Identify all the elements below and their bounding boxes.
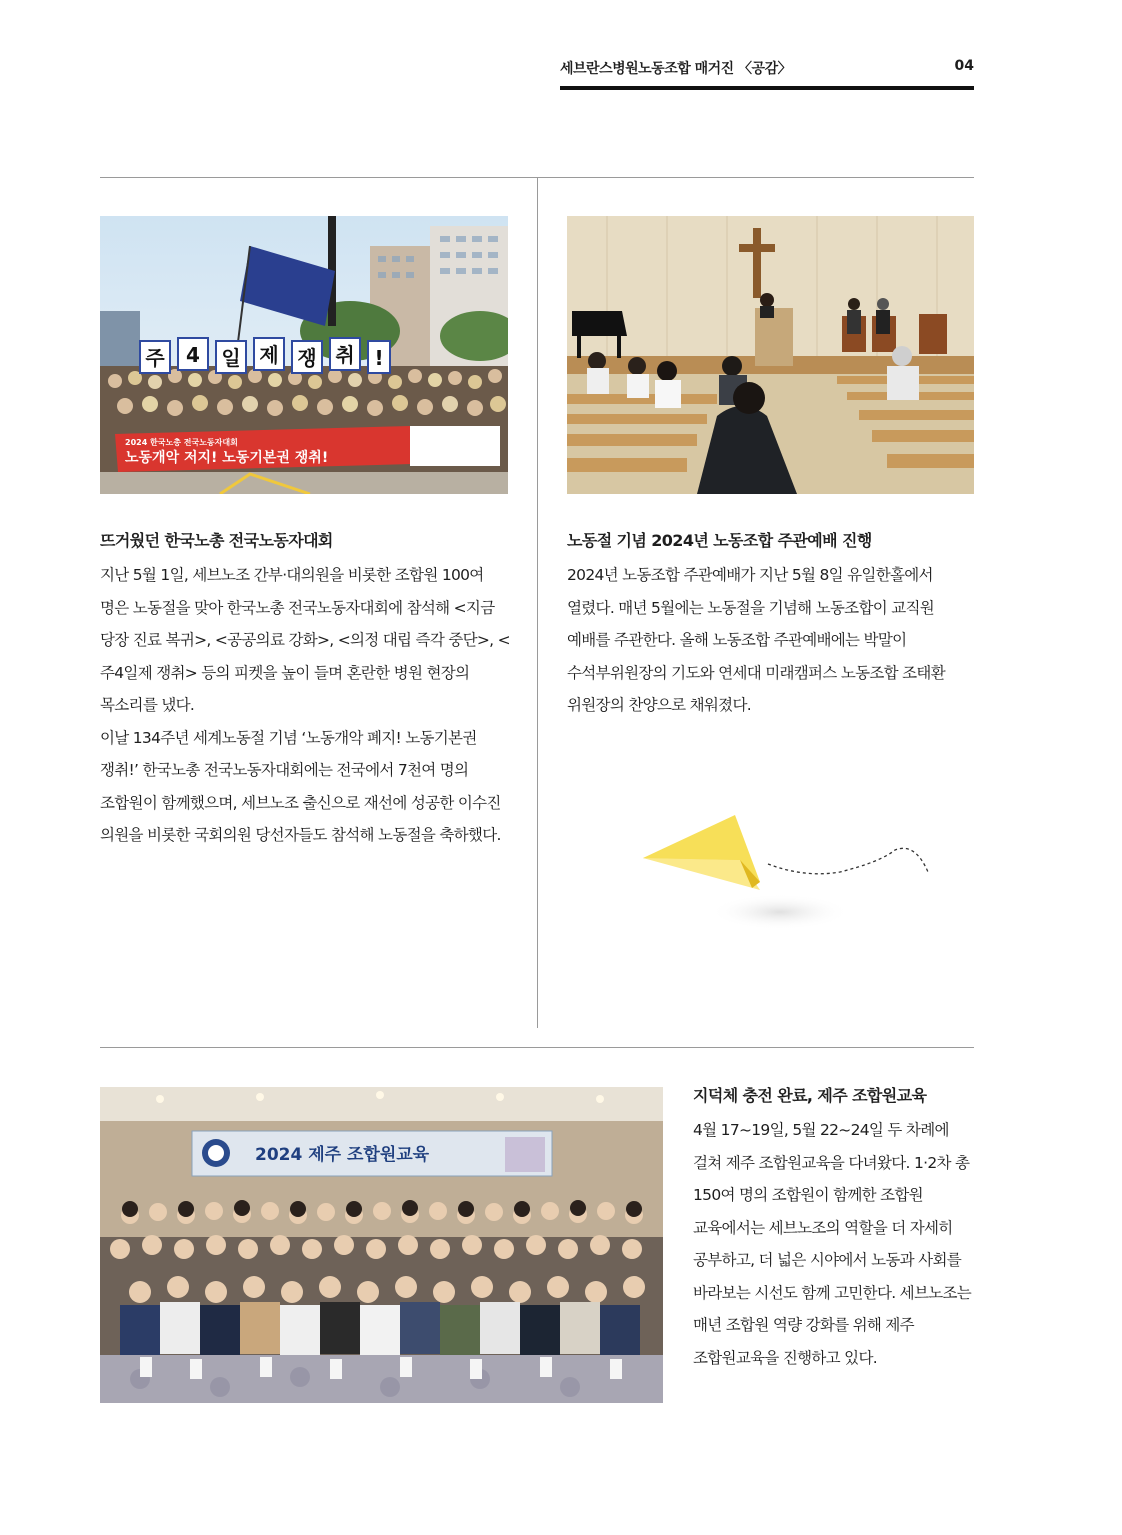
picket-char: 쟁 (297, 346, 317, 370)
rally-photo (100, 216, 508, 494)
page-number: 04 (954, 58, 974, 74)
banner-text: 2024 제주 조합원교육 (255, 1145, 430, 1165)
column-divider (537, 178, 538, 1028)
article-title: 뜨거웠던 한국노총 전국노동자대회 (100, 531, 333, 550)
article-rally (100, 530, 512, 852)
article-worship (567, 530, 979, 722)
paper-plane-icon (640, 810, 940, 940)
article-paragraph: 지난 5월 1일, 세브노조 간부·대의원을 비롯한 조합원 100여 명은 노동절을 맞아 한국노총 전국노동자대회에 참석해 <지금 당장 진료 복귀>, <공공의료 강화>, <의정 대립 즉각 중단>, <주4일제 쟁취> 등의 피켓을 높이 들며 혼란한 병원 현장의 목소리를 냈다. (100, 566, 510, 714)
article-title: 지덕체 충전 완료, 제주 조합원교육 (693, 1086, 927, 1105)
picket-char: 주 (145, 346, 165, 370)
worship-photo (567, 216, 974, 494)
banner-main-text: 노동개악 저지! 노동기본권 쟁취! (125, 450, 329, 466)
article-paragraph: 이날 134주년 세계노동절 기념 ‘노동개악 폐지! 노동기본권 쟁취!’ 한국노총 전국노동자대회에는 전국에서 7천여 명의 조합원이 함께했으며, 세브노조 출신으로 재선에 성공한 이수진 의원을 비롯한 국회의원 당선자들도 참석해 노동절을 축하했다. (100, 728, 501, 844)
jeju-group-photo (100, 1087, 663, 1403)
page-header (560, 56, 974, 90)
banner-top-text: 2024 한국노총 전국노동자대회 (125, 438, 238, 447)
picket-char: 일 (221, 346, 241, 370)
picket-char: 4 (186, 343, 200, 367)
article-paragraph: 4월 17~19일, 5월 22~24일 두 차례에 걸쳐 제주 조합원교육을 다녀왔다. 1·2차 총 150여 명의 조합원이 함께한 조합원 교육에서는 세브노조의 역할을 더 자세히 공부하고, 더 넓은 시야에서 노동과 사회를 바라보는 시선도 함께 고민한다. 세브노조는 매년 조합원 역량 강화를 위해 제주 조합원교육을 진행하고 있다. (693, 1121, 972, 1367)
magazine-title: 세브란스병원노동조합 매거진 〈공감〉 (560, 61, 792, 77)
article-paragraph: 2024년 노동조합 주관예배가 지난 5월 8일 유일한홀에서 열렸다. 매년 5월에는 노동절을 기념해 노동조합이 교직원 예배를 주관한다. 올해 노동조합 주관예배에는 박말이 수석부위원장의 기도와 연세대 미래캠퍼스 노동조합 조태환 위원장의 찬양으로 채워졌다. (567, 566, 945, 714)
article-title: 노동절 기념 2024년 노동조합 주관예배 진행 (567, 531, 872, 550)
article-jeju-education (693, 1085, 975, 1374)
picket-char: 취 (335, 343, 355, 367)
picket-char: ! (374, 346, 384, 370)
bottom-divider (100, 1047, 974, 1048)
picket-char: 제 (259, 343, 279, 367)
